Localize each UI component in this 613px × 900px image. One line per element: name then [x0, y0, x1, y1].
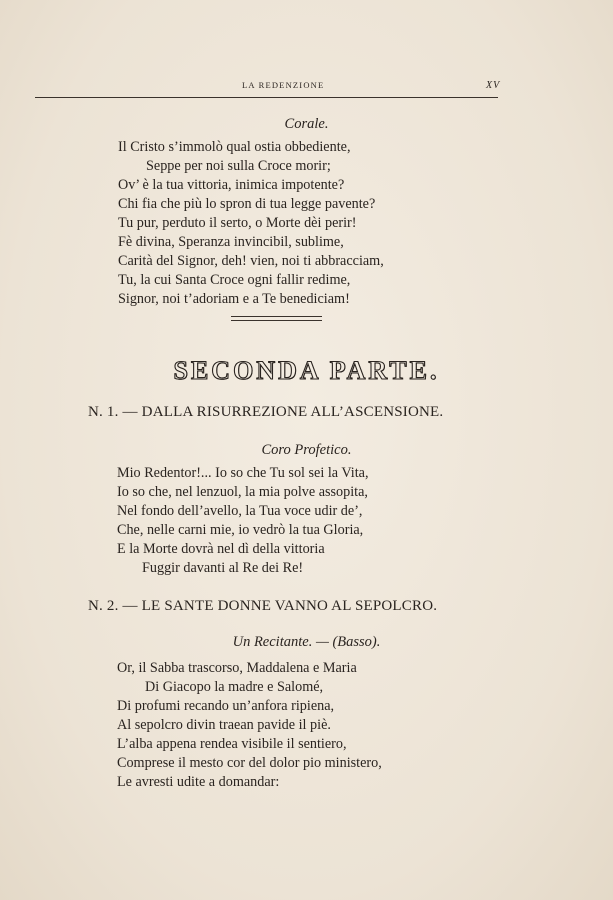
section-heading-2: N. 2. — LE SANTE DONNE VANNO AL SEPOLCRO. [88, 598, 438, 614]
recitante-title: Un Recitante. — (Basso). [232, 634, 381, 650]
corale-title: Corale. [284, 116, 329, 132]
verse-line: Comprese il mesto cor del dolor pio ministero, [117, 755, 382, 771]
verse-line: Carità del Signor, deh! vien, noi ti abbracciam, [118, 253, 384, 269]
verse-line: Di Giacopo la madre e Salomé, [145, 679, 324, 695]
verse-line: Io so che, nel lenzuol, la mia polve assopita, [117, 484, 368, 500]
verse-line: Fuggir davanti al Re dei Re! [142, 560, 304, 576]
verse-line: Nel fondo dell’avello, la Tua voce udir de’, [117, 503, 363, 519]
section-divider [231, 316, 322, 321]
verse-line: Fè divina, Speranza invincibil, sublime, [118, 234, 344, 250]
verse-line: E la Morte dovrà nel dì della vittoria [117, 541, 325, 557]
corale-verse [118, 138, 384, 309]
coro-profetico-title: Coro Profetico. [261, 442, 352, 458]
running-title: LA REDENZIONE [242, 80, 325, 90]
verse-line: Or, il Sabba trascorso, Maddalena e Maria [117, 660, 357, 676]
verse-line: Mio Redentor!... Io so che Tu sol sei la Vita, [117, 465, 369, 481]
coro-profetico-verse [117, 464, 369, 578]
verse-line: Seppe per noi sulla Croce morir; [146, 158, 331, 174]
page-number: XV [486, 80, 501, 91]
verse-line: Ov’ è la tua vittoria, inimica impotente? [118, 177, 345, 193]
page-header [0, 80, 613, 96]
verse-line: Che, nelle carni mie, io vedrò la tua Gloria, [117, 522, 364, 538]
verse-line: Di profumi recando un’anfora ripiena, [117, 698, 335, 714]
verse-line: Chi fia che più lo spron di tua legge pavente? [118, 196, 376, 212]
header-rule [35, 97, 498, 98]
verse-line: Il Cristo s’immolò qual ostia obbediente, [118, 139, 351, 155]
section-heading-1: N. 1. — DALLA RISURREZIONE ALL’ASCENSIONE. [88, 404, 444, 420]
verse-line: Tu pur, perduto il serto, o Morte dèi perir! [118, 215, 357, 231]
part-title: SECONDA PARTE. [173, 356, 440, 385]
verse-line: Al sepolcro divin traean pavide il piè. [117, 717, 331, 733]
verse-line: Signor, noi t’adoriam e a Te benediciam! [118, 291, 350, 307]
verse-line: Le avresti udite a domandar: [117, 774, 280, 790]
verse-line: L’alba appena rendea visibile il sentiero, [117, 736, 347, 752]
recitante-verse [117, 659, 382, 792]
verse-line: Tu, la cui Santa Croce ogni fallir redime, [118, 272, 351, 288]
